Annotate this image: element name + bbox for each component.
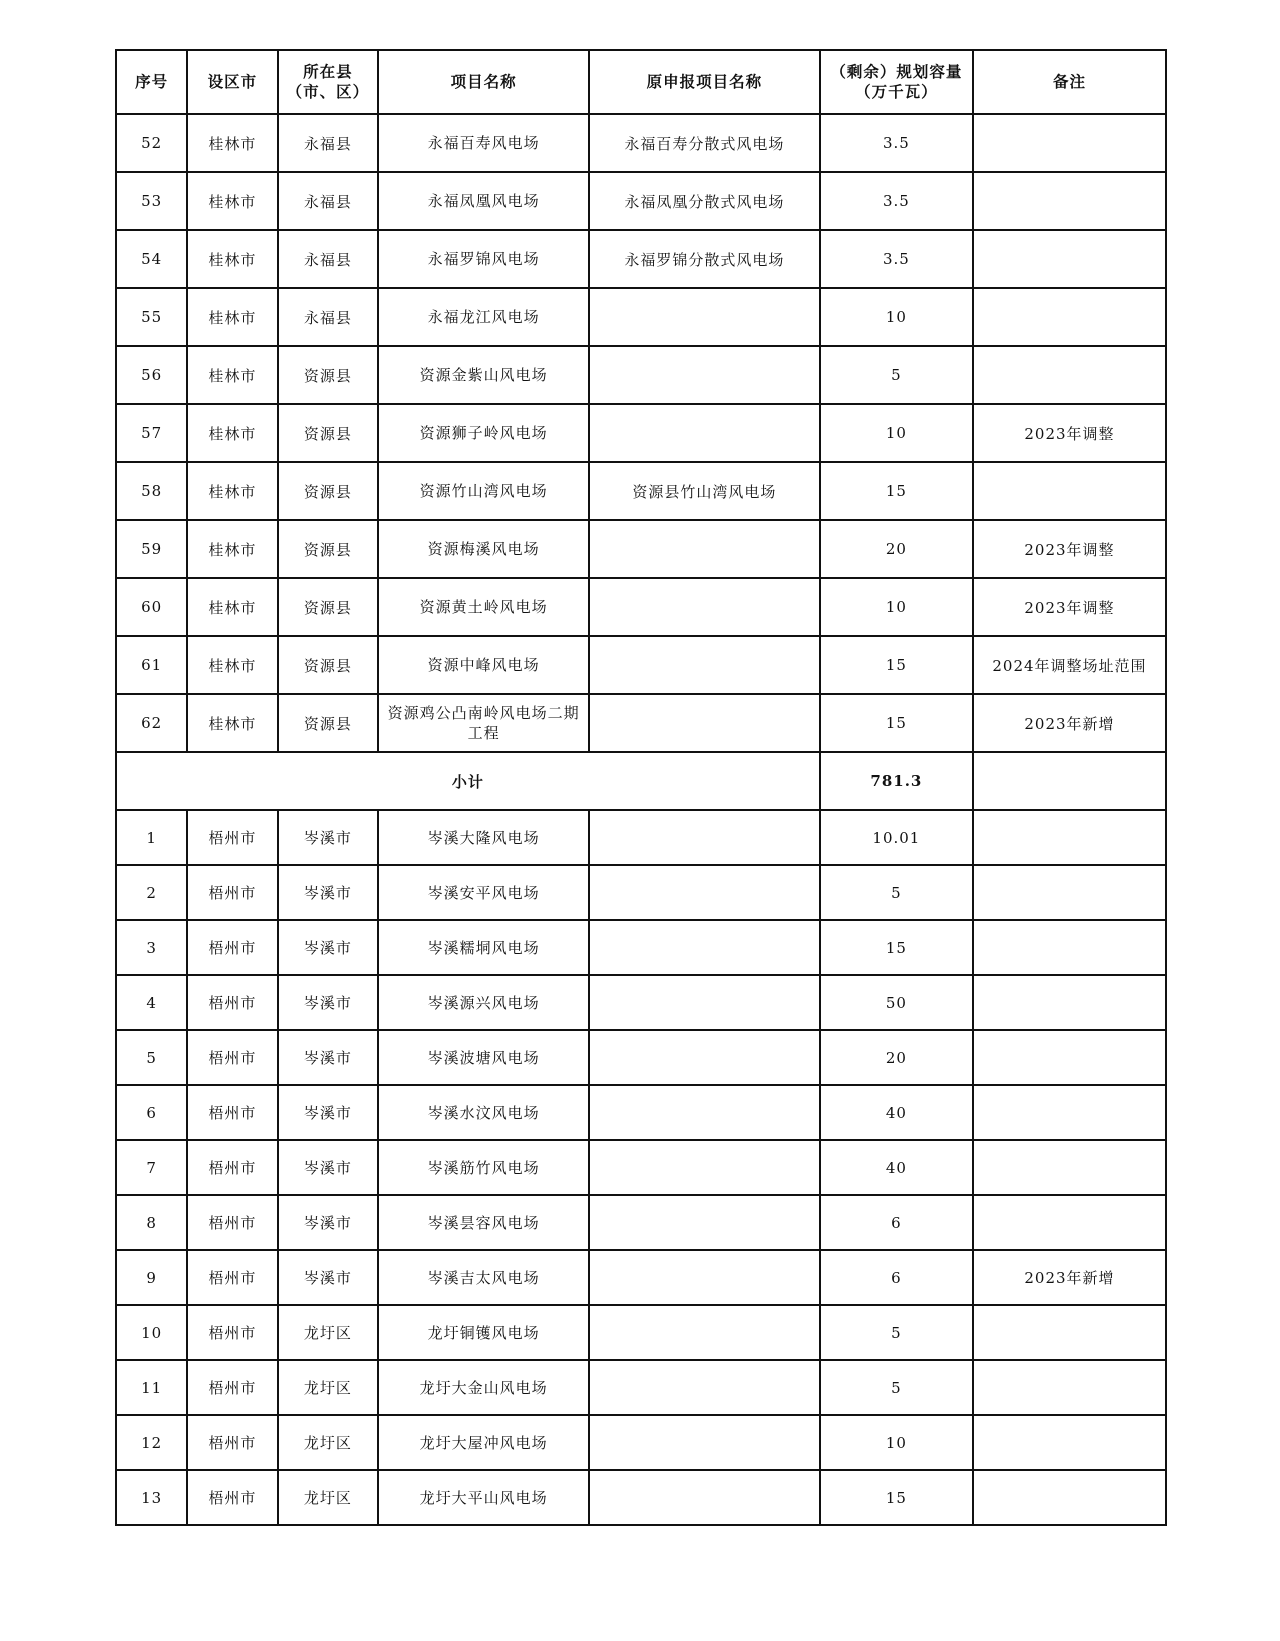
cell-original	[589, 865, 820, 920]
table-row	[116, 404, 1166, 462]
cell-original	[589, 1360, 820, 1415]
cell-project: 永福凤凰风电场	[378, 172, 589, 230]
table-row	[116, 1195, 1166, 1250]
cell-original: 资源县竹山湾风电场	[589, 462, 820, 520]
cell-remark	[973, 1030, 1166, 1085]
cell-remark	[973, 810, 1166, 865]
header-capacity	[820, 50, 973, 114]
cell-capacity: 5	[820, 346, 973, 404]
cell-original	[589, 520, 820, 578]
cell-county: 资源县	[278, 462, 379, 520]
cell-city: 梧州市	[187, 1415, 277, 1470]
cell-seq: 61	[116, 636, 187, 694]
cell-county: 岑溪市	[278, 865, 379, 920]
header-county	[278, 50, 379, 114]
table-row	[116, 114, 1166, 172]
table-row	[116, 520, 1166, 578]
cell-county: 岑溪市	[278, 1250, 379, 1305]
table-row	[116, 920, 1166, 975]
cell-county: 岑溪市	[278, 1085, 379, 1140]
table-row	[116, 1030, 1166, 1085]
cell-capacity: 3.5	[820, 172, 973, 230]
cell-county: 永福县	[278, 288, 379, 346]
table-row	[116, 975, 1166, 1030]
cell-capacity: 20	[820, 1030, 973, 1085]
cell-project: 岑溪安平风电场	[378, 865, 589, 920]
cell-capacity: 10.01	[820, 810, 973, 865]
cell-project: 资源竹山湾风电场	[378, 462, 589, 520]
header-project: 项目名称	[378, 50, 589, 114]
cell-capacity: 5	[820, 865, 973, 920]
cell-project: 永福罗锦风电场	[378, 230, 589, 288]
cell-original: 永福百寿分散式风电场	[589, 114, 820, 172]
cell-seq: 4	[116, 975, 187, 1030]
cell-project: 岑溪吉太风电场	[378, 1250, 589, 1305]
cell-original	[589, 346, 820, 404]
cell-capacity: 40	[820, 1085, 973, 1140]
table-row	[116, 636, 1166, 694]
cell-city: 梧州市	[187, 1305, 277, 1360]
cell-project: 资源鸡公凸南岭风电场二期工程	[378, 694, 589, 752]
header-seq: 序号	[116, 50, 187, 114]
cell-capacity: 3.5	[820, 230, 973, 288]
cell-capacity: 10	[820, 1415, 973, 1470]
cell-capacity: 40	[820, 1140, 973, 1195]
cell-capacity: 15	[820, 920, 973, 975]
header-city: 设区市	[187, 50, 277, 114]
cell-original: 永福罗锦分散式风电场	[589, 230, 820, 288]
cell-county: 龙圩区	[278, 1470, 379, 1525]
cell-city: 桂林市	[187, 636, 277, 694]
cell-original	[589, 636, 820, 694]
cell-city: 桂林市	[187, 114, 277, 172]
cell-city: 梧州市	[187, 1140, 277, 1195]
header-county-line2: （市、区）	[286, 82, 370, 101]
table-row	[116, 1360, 1166, 1415]
cell-seq: 57	[116, 404, 187, 462]
table-row	[116, 462, 1166, 520]
table-row	[116, 1140, 1166, 1195]
cell-remark	[973, 1470, 1166, 1525]
cell-project: 岑溪大隆风电场	[378, 810, 589, 865]
cell-remark	[973, 1140, 1166, 1195]
cell-capacity: 15	[820, 636, 973, 694]
cell-seq: 12	[116, 1415, 187, 1470]
cell-remark	[973, 975, 1166, 1030]
cell-project: 永福百寿风电场	[378, 114, 589, 172]
header-remark: 备注	[973, 50, 1166, 114]
cell-seq: 8	[116, 1195, 187, 1250]
cell-seq: 1	[116, 810, 187, 865]
cell-city: 梧州市	[187, 1360, 277, 1415]
cell-remark	[973, 114, 1166, 172]
cell-city: 梧州市	[187, 920, 277, 975]
cell-remark	[973, 230, 1166, 288]
cell-remark	[973, 1360, 1166, 1415]
cell-original	[589, 920, 820, 975]
cell-seq: 13	[116, 1470, 187, 1525]
cell-county: 永福县	[278, 230, 379, 288]
cell-capacity: 15	[820, 1470, 973, 1525]
cell-city: 梧州市	[187, 1030, 277, 1085]
cell-project: 龙圩大金山风电场	[378, 1360, 589, 1415]
cell-county: 岑溪市	[278, 1140, 379, 1195]
cell-seq: 10	[116, 1305, 187, 1360]
table-row	[116, 578, 1166, 636]
cell-county: 资源县	[278, 346, 379, 404]
cell-remark	[973, 865, 1166, 920]
cell-project: 龙圩大屋冲风电场	[378, 1415, 589, 1470]
cell-original	[589, 578, 820, 636]
subtotal-section	[116, 752, 1166, 810]
cell-remark: 2023年新增	[973, 1250, 1166, 1305]
cell-county: 岑溪市	[278, 1030, 379, 1085]
cell-seq: 53	[116, 172, 187, 230]
cell-seq: 55	[116, 288, 187, 346]
cell-city: 桂林市	[187, 578, 277, 636]
cell-seq: 56	[116, 346, 187, 404]
cell-county: 岑溪市	[278, 975, 379, 1030]
cell-original	[589, 1140, 820, 1195]
cell-remark: 2023年调整	[973, 578, 1166, 636]
cell-seq: 52	[116, 114, 187, 172]
table-row	[116, 1305, 1166, 1360]
cell-original	[589, 1470, 820, 1525]
cell-project: 岑溪筋竹风电场	[378, 1140, 589, 1195]
cell-capacity: 15	[820, 462, 973, 520]
cell-capacity: 10	[820, 578, 973, 636]
cell-capacity: 6	[820, 1195, 973, 1250]
cell-county: 资源县	[278, 636, 379, 694]
table-row	[116, 810, 1166, 865]
cell-seq: 58	[116, 462, 187, 520]
cell-city: 桂林市	[187, 288, 277, 346]
cell-remark: 2023年新增	[973, 694, 1166, 752]
cell-city: 梧州市	[187, 1250, 277, 1305]
subtotal-label: 小计	[116, 752, 820, 810]
cell-remark: 2023年调整	[973, 520, 1166, 578]
table-row	[116, 1415, 1166, 1470]
header-capacity-line2: （万千瓦）	[855, 82, 938, 101]
cell-remark	[973, 1085, 1166, 1140]
cell-project: 资源金紫山风电场	[378, 346, 589, 404]
table-row	[116, 230, 1166, 288]
cell-city: 梧州市	[187, 865, 277, 920]
cell-seq: 9	[116, 1250, 187, 1305]
cell-seq: 6	[116, 1085, 187, 1140]
cell-remark	[973, 1415, 1166, 1470]
cell-project: 岑溪波塘风电场	[378, 1030, 589, 1085]
cell-remark	[973, 462, 1166, 520]
cell-project: 龙圩铜镬风电场	[378, 1305, 589, 1360]
cell-county: 永福县	[278, 114, 379, 172]
cell-city: 梧州市	[187, 810, 277, 865]
table-row	[116, 172, 1166, 230]
cell-project: 岑溪源兴风电场	[378, 975, 589, 1030]
cell-capacity: 3.5	[820, 114, 973, 172]
cell-original: 永福凤凰分散式风电场	[589, 172, 820, 230]
table-row	[116, 288, 1166, 346]
cell-capacity: 10	[820, 404, 973, 462]
cell-remark	[973, 288, 1166, 346]
cell-city: 梧州市	[187, 975, 277, 1030]
header-original: 原申报项目名称	[589, 50, 820, 114]
cell-project: 岑溪昙容风电场	[378, 1195, 589, 1250]
group2-rows	[116, 810, 1166, 1525]
cell-capacity: 20	[820, 520, 973, 578]
cell-county: 岑溪市	[278, 920, 379, 975]
cell-county: 龙圩区	[278, 1305, 379, 1360]
cell-city: 桂林市	[187, 172, 277, 230]
cell-city: 桂林市	[187, 346, 277, 404]
cell-city: 桂林市	[187, 694, 277, 752]
cell-remark	[973, 1195, 1166, 1250]
cell-city: 梧州市	[187, 1195, 277, 1250]
cell-seq: 5	[116, 1030, 187, 1085]
cell-county: 资源县	[278, 404, 379, 462]
cell-original	[589, 1030, 820, 1085]
group1-rows	[116, 114, 1166, 752]
cell-seq: 60	[116, 578, 187, 636]
cell-seq: 7	[116, 1140, 187, 1195]
header-row	[116, 50, 1166, 114]
cell-city: 梧州市	[187, 1470, 277, 1525]
table-row	[116, 865, 1166, 920]
cell-city: 梧州市	[187, 1085, 277, 1140]
cell-county: 资源县	[278, 694, 379, 752]
cell-county: 龙圩区	[278, 1415, 379, 1470]
cell-seq: 62	[116, 694, 187, 752]
cell-capacity: 6	[820, 1250, 973, 1305]
cell-seq: 54	[116, 230, 187, 288]
cell-remark: 2023年调整	[973, 404, 1166, 462]
table-row	[116, 694, 1166, 752]
cell-original	[589, 1305, 820, 1360]
cell-project: 龙圩大平山风电场	[378, 1470, 589, 1525]
cell-original	[589, 1415, 820, 1470]
subtotal-remark	[973, 752, 1166, 810]
cell-county: 岑溪市	[278, 810, 379, 865]
cell-seq: 2	[116, 865, 187, 920]
cell-original	[589, 404, 820, 462]
cell-original	[589, 975, 820, 1030]
cell-county: 龙圩区	[278, 1360, 379, 1415]
cell-county: 岑溪市	[278, 1195, 379, 1250]
cell-city: 桂林市	[187, 520, 277, 578]
cell-original	[589, 1250, 820, 1305]
cell-county: 永福县	[278, 172, 379, 230]
cell-project: 岑溪糯垌风电场	[378, 920, 589, 975]
cell-city: 桂林市	[187, 462, 277, 520]
cell-original	[589, 694, 820, 752]
table-row	[116, 1085, 1166, 1140]
subtotal-row	[116, 752, 1166, 810]
wind-farm-table	[115, 49, 1167, 1526]
cell-original	[589, 810, 820, 865]
cell-project: 资源黄土岭风电场	[378, 578, 589, 636]
cell-seq: 11	[116, 1360, 187, 1415]
cell-project: 资源中峰风电场	[378, 636, 589, 694]
cell-capacity: 5	[820, 1305, 973, 1360]
cell-remark	[973, 1305, 1166, 1360]
cell-county: 资源县	[278, 578, 379, 636]
cell-remark	[973, 346, 1166, 404]
cell-city: 桂林市	[187, 404, 277, 462]
cell-project: 资源狮子岭风电场	[378, 404, 589, 462]
table-row	[116, 346, 1166, 404]
cell-seq: 59	[116, 520, 187, 578]
cell-capacity: 5	[820, 1360, 973, 1415]
cell-capacity: 15	[820, 694, 973, 752]
cell-capacity: 50	[820, 975, 973, 1030]
cell-county: 资源县	[278, 520, 379, 578]
header-county-line1: 所在县	[303, 62, 353, 81]
cell-original	[589, 1085, 820, 1140]
cell-remark	[973, 172, 1166, 230]
cell-original	[589, 288, 820, 346]
cell-city: 桂林市	[187, 230, 277, 288]
table-row	[116, 1470, 1166, 1525]
table-row	[116, 1250, 1166, 1305]
cell-remark: 2024年调整场址范围	[973, 636, 1166, 694]
cell-original	[589, 1195, 820, 1250]
cell-seq: 3	[116, 920, 187, 975]
header-capacity-line1: （剩余）规划容量	[830, 62, 963, 81]
cell-project: 永福龙江风电场	[378, 288, 589, 346]
subtotal-capacity: 781.3	[820, 752, 973, 810]
cell-project: 资源梅溪风电场	[378, 520, 589, 578]
cell-capacity: 10	[820, 288, 973, 346]
cell-remark	[973, 920, 1166, 975]
cell-project: 岑溪水汶风电场	[378, 1085, 589, 1140]
